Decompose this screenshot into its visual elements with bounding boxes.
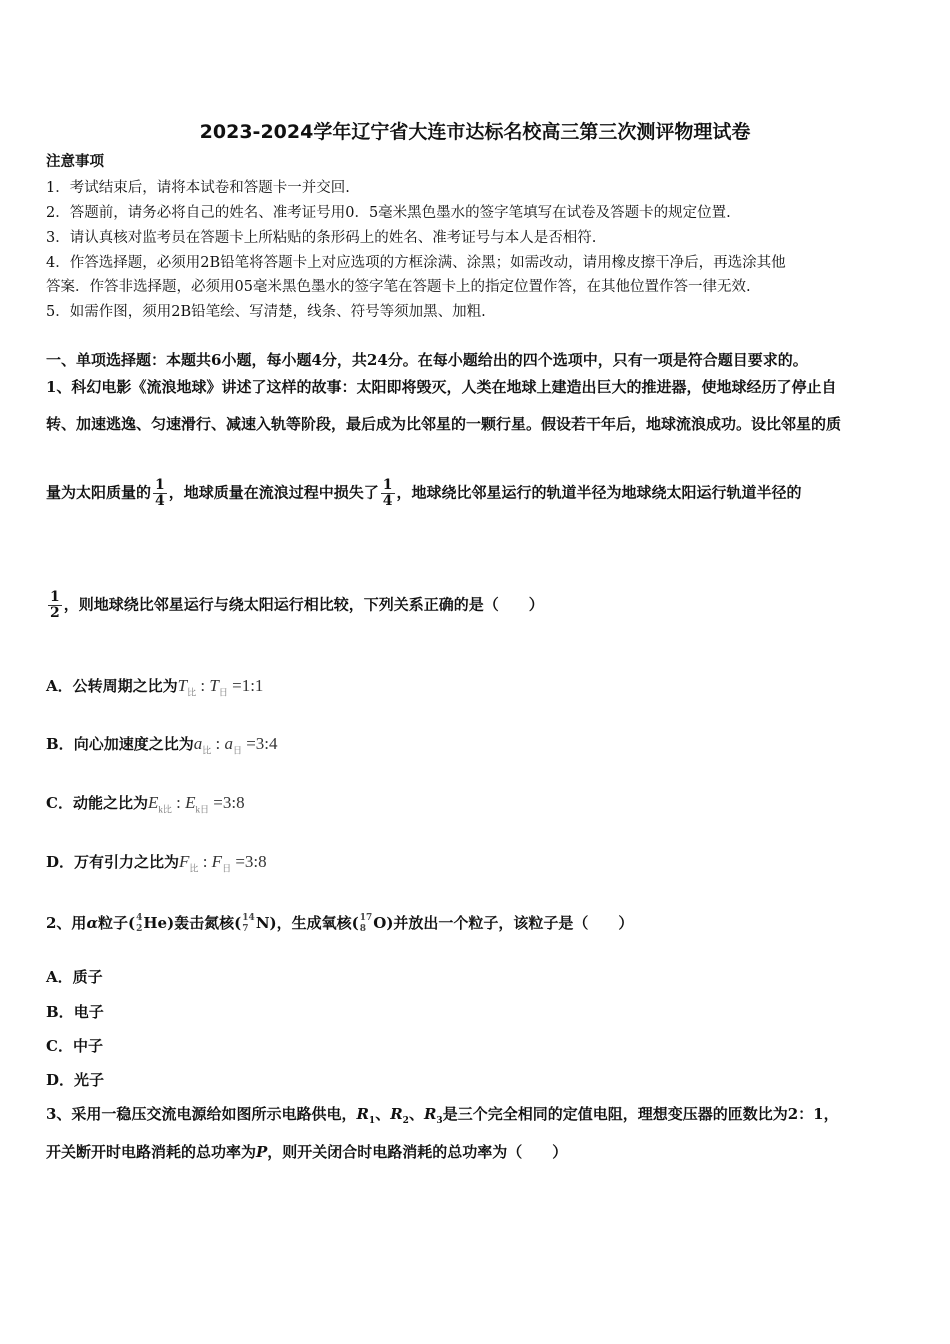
q2-stem: 2、用α粒子( 4 2 He)轰击氮核( 14 7 N)，生成氧核( 17 8 O)并放出一个粒子，该粒子是（ ） [46, 913, 634, 934]
section-heading: 一、单项选择题：本题共6小题，每小题4分，共24分。在每小题给出的四个选项中，只有一项是符合题目要求的。 [46, 351, 808, 369]
notice-item: 2．答题前，请务必将自己的姓名、准考证号用0．5毫米黑色墨水的签字笔填写在试卷及答题卡的规定位置. [46, 205, 731, 221]
q2-option-b[interactable]: B．电子 [46, 1003, 104, 1021]
notice-item: 答案．作答非选择题，必须用05毫米黑色墨水的签字笔在答题卡上的指定位置作答，在其他位置作答一律无效. [46, 279, 751, 295]
q1-option-d[interactable]: D．万有引力之比为$F_比$ : $F_日$ =3:8 [46, 852, 267, 874]
q1-text: ，地球绕比邻星运行的轨道半径为地球绕太阳运行轨道半径的 [396, 483, 802, 502]
q1-line [46, 590, 544, 621]
nuclide-he: 4 2 [136, 913, 143, 934]
nuclide-n: 14 7 [242, 913, 255, 934]
notice-item: 3．请认真核对监考员在答题卡上所粘贴的条形码上的姓名、准考证号与本人是否相符. [46, 230, 597, 246]
fraction: $\frac{1}{4}$ [155, 477, 165, 509]
fraction: $\frac{1}{2}$ [50, 589, 60, 621]
q1-line [46, 478, 802, 509]
q3-stem: 开关断开时电路消耗的总功率为P，则开关闭合时电路消耗的总功率为（ ） [46, 1143, 568, 1161]
page-title: 2023-2024学年辽宁省大连市达标名校高三第三次测评物理试卷 [199, 121, 751, 143]
notice-item: 5．如需作图，须用2B铅笔绘、写清楚，线条、符号等须加黑、加粗. [46, 304, 486, 320]
q1-option-a[interactable]: A．公转周期之比为$T_比$ : $T_日$ =1:1 [46, 676, 264, 698]
notice-item: 1．考试结束后，请将本试卷和答题卡一并交回. [46, 180, 350, 196]
q2-option-c[interactable]: C．中子 [46, 1037, 103, 1055]
q1-text: ，地球质量在流浪过程中损失了 [168, 483, 379, 502]
notice-heading: 注意事项 [46, 153, 104, 170]
q1-option-c[interactable]: C．动能之比为$E_{k比}$ : $E_{k日}$ =3:8 [46, 793, 245, 815]
q2-option-a[interactable]: A．质子 [46, 968, 103, 986]
fraction: $\frac{1}{4}$ [382, 477, 393, 509]
q1-line: 1、科幻电影《流浪地球》讲述了这样的故事：太阳即将毁灭，人类在地球上建造出巨大的推进器，使地球经历了停止自 [46, 378, 837, 396]
q2-option-d[interactable]: D．光子 [46, 1071, 105, 1089]
nuclide-o: 17 8 [359, 913, 373, 934]
q1-text: 量为太阳质量的 [46, 483, 152, 502]
q1-text: ，则地球绕比邻星运行与绕太阳运行相比较，下列关系正确的是（ ） [63, 595, 544, 614]
q3-stem: 3、采用一稳压交流电源给如图所示电路供电，$R_1$、$R_2$、$R_3$是三个完全相同的定值电阻，理想变压器的匝数比为2：1， [46, 1105, 839, 1126]
q1-line: 转、加速逃逸、匀速滑行、减速入轨等阶段，最后成为比邻星的一颗行星。假设若干年后，地球流浪成功。设比邻星的质 [46, 415, 842, 433]
notice-item: 4．作答选择题，必须用2B铅笔将答题卡上对应选项的方框涂满、涂黑；如需改动，请用橡皮擦干净后，再选涂其他 [46, 255, 786, 271]
q1-option-b[interactable]: B．向心加速度之比为$a_比$ : $a_日$ =3:4 [46, 734, 278, 756]
